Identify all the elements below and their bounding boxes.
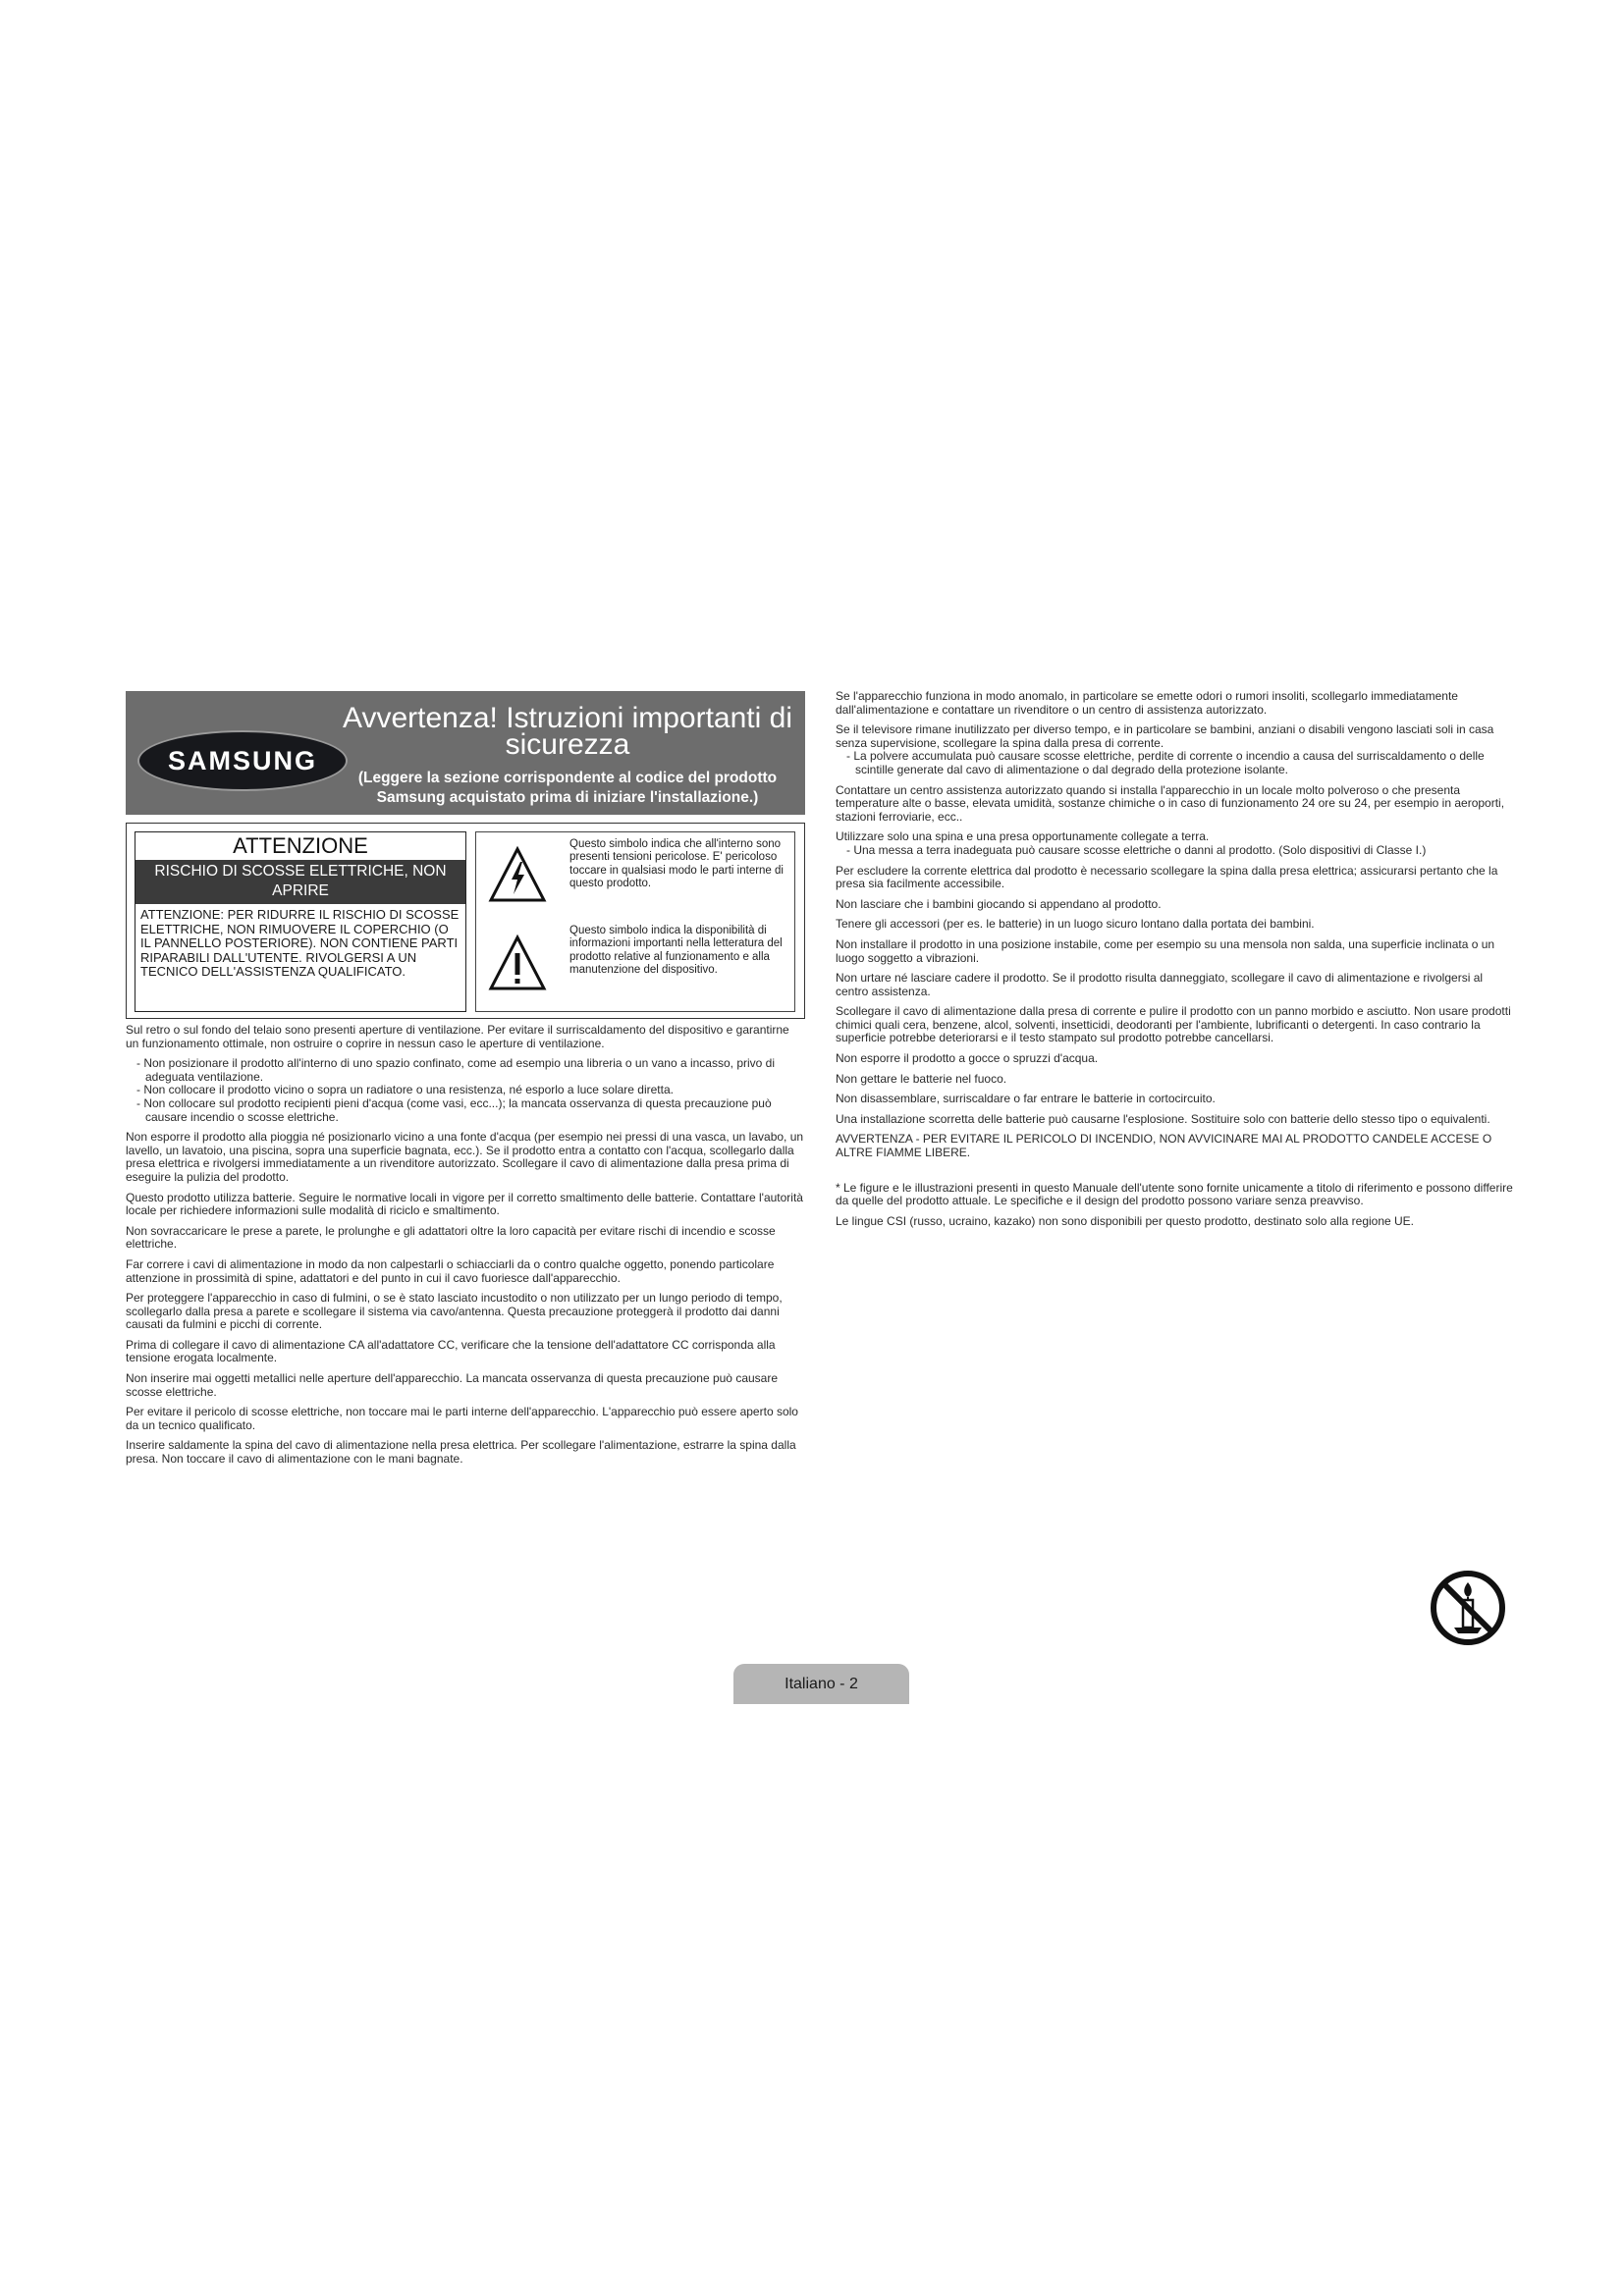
bullet-item: - Non posizionare il prodotto all'interno di uno spazio confinato, come ad esempio una libreria o un vano a incasso, privo di adeguata ventilazione. bbox=[136, 1056, 776, 1084]
paragraph: Scollegare il cavo di alimentazione dalla presa di corrente e pulire il prodotto con un panno morbido e asciutto. Non usare prodotti chimici quali cera, benzene, alcol, solventi, insetticidi, deodoranti per l'ambiente, lubrificanti o detergenti. In caso contrario la superficie potrebbe deteriorarsi e il testo stampato sul prodotto potrebbe cancellarsi. bbox=[836, 1004, 1511, 1045]
paragraph: Far correre i cavi di alimentazione in modo da non calpestarli o schiacciarli da o contro qualche oggetto, ponendo particolare attenzione in prossimità di spine, adattatori e del punto in cui il cavo fuoriesce dall'apparecchio. bbox=[126, 1256, 775, 1285]
bullet-item: - Non collocare sul prodotto recipienti pieni d'acqua (come vasi, ecc...); la mancata osservanza di questa precauzione può causare incendio o scosse elettriche. bbox=[136, 1095, 772, 1124]
paragraph: Tenere gli accessori (per es. le batterie) in un luogo sicuro lontano dalla portata dei bambini. bbox=[836, 917, 1315, 932]
paragraph: Una installazione scorretta delle batterie può causarne l'esplosione. Sostituire solo con batterie dello stesso tipo o equivalenti. bbox=[836, 1111, 1490, 1126]
paragraph: Non esporre il prodotto alla pioggia né posizionarlo vicino a una fonte d'acqua (per esempio nei pressi di una vasca, un lavabo, un lavello, un lavatoio, una piscina, sopra una superficie bagnata, ecc.). Se il prodotto entra a contatto con l'acqua, scollegarlo dalla presa elettrica e rivolgersi immediatamente a un rivenditore autorizzato. Scollegare il cavo di alimentazione dalla presa prima di eseguire la pulizia del prodotto. bbox=[126, 1130, 804, 1184]
paragraph: Non urtare né lasciare cadere il prodotto. Se il prodotto risulta danneggiato, scollegare il cavo di alimentazione e rivolgersi al centro assistenza. bbox=[836, 971, 1484, 998]
paragraph: Contattare un centro assistenza autorizzato quando si installa l'apparecchio in un locale molto polveroso o che presenta temperature alte o basse, elevata umidità, sostanze chimiche o in caso di funzionamento 24 ore su 24, per esempio in aeroporti, stazioni ferroviarie, ecc.. bbox=[836, 782, 1505, 824]
lightning-warning-icon bbox=[488, 846, 547, 905]
shock-risk-bar: RISCHIO DI SCOSSE ELETTRICHE, NON APRIRE bbox=[135, 860, 465, 904]
exclamation-symbol-text: Questo simbolo indica la disponibilità di informazioni importanti nella letteratura del prodotto relative al funzionamento e alla manutenzione del dispositivo. bbox=[569, 925, 783, 977]
paragraph: Non gettare le batterie nel fuoco. bbox=[836, 1071, 1007, 1086]
paragraph: Inserire saldamente la spina del cavo di alimentazione nella presa elettrica. Per scollegare l'alimentazione, estrarre la spina dalla presa. Non toccare il cavo di alimentazione con le mani bagnate. bbox=[126, 1438, 796, 1467]
logo-text: SAMSUNG bbox=[167, 745, 317, 775]
symbols-box bbox=[475, 831, 795, 1012]
paragraph: Per proteggere l'apparecchio in caso di fulmini, o se è stato lasciato incustodito o non utilizzato per un lungo periodo di tempo, scollegarlo dalla presa a parete e scollegare il sistema via cavo/antenna. Questa precauzione proteggerà il prodotto dai danni causati da fulmini e picchi di corrente. bbox=[126, 1291, 783, 1332]
bullet-item: - Una messa a terra inadeguata può causare scosse elettriche o danni al prodotto. (Solo dispositivi di Classe I.) bbox=[846, 842, 1427, 857]
attention-section bbox=[126, 823, 805, 1019]
paragraph: Utilizzare solo una spina e una presa opportunamente collegate a terra. bbox=[836, 829, 1210, 844]
right-column-text bbox=[836, 690, 1518, 1235]
paragraph: Sul retro o sul fondo del telaio sono presenti aperture di ventilazione. Per evitare il surriscaldamento del dispositivo e garantirne un funzionamento ottimale, non ostruire o coprire in nessun caso le aperture di ventilazione. bbox=[126, 1023, 789, 1050]
attention-body: ATTENZIONE: PER RIDURRE IL RISCHIO DI SCOSSE ELETTRICHE, NON RIMUOVERE IL COPERCHIO (O IL PANNELLO POSTERIORE). NON CONTIENE PARTI RIPARABILI DALL'UTENTE. RIVOLGERSI A UN TECNICO DELL'ASSISTENZA QUALIFICATO. bbox=[140, 907, 460, 980]
paragraph: Le lingue CSI (russo, ucraino, kazako) non sono disponibili per questo prodotto, destinato solo alla regione UE. bbox=[836, 1213, 1415, 1228]
paragraph: AVVERTENZA - PER EVITARE IL PERICOLO DI INCENDIO, NON AVVICINARE MAI AL PRODOTTO CANDELE ACCESE O ALTRE FIAMME LIBERE. bbox=[836, 1132, 1492, 1160]
attention-title: ATTENZIONE bbox=[233, 833, 368, 858]
page-subtitle: (Leggere la sezione corrispondente al codice del prodotto Samsung acquistato prima di iniziare l'installazione.) bbox=[357, 770, 778, 806]
page-number-tab: Italiano - 2 bbox=[733, 1664, 909, 1704]
page-title: Avvertenza! Istruzioni importanti di sicurezza bbox=[343, 702, 792, 761]
paragraph: Questo prodotto utilizza batterie. Seguire le normative locali in vigore per il corretto smaltimento delle batterie. Contattare l'autorità locale per richiedere informazioni sulle modalità di riciclo e smaltimento. bbox=[126, 1190, 803, 1218]
footnote: * Le figure e le illustrazioni presenti in questo Manuale dell'utente sono fornite unicamente a titolo di riferimento e possono differire da quelle del prodotto attuale. Le specifiche e il design del prodotto possono variare senza preavviso. bbox=[836, 1180, 1513, 1208]
lightning-symbol-text: Questo simbolo indica che all'interno sono presenti tensioni pericolose. E' pericoloso toccare in qualsiasi modo le parti interne di questo prodotto. bbox=[569, 838, 784, 890]
attention-box bbox=[135, 831, 466, 1012]
paragraph: Non installare il prodotto in una posizione instabile, come per esempio su una mensola non salda, una superficie inclinata o un luogo soggetto a vibrazioni. bbox=[836, 936, 1495, 965]
paragraph: Non esporre il prodotto a gocce o spruzzi d'acqua. bbox=[836, 1051, 1099, 1066]
bullet-item: - Non collocare il prodotto vicino o sopra un radiatore o una resistenza, né esporlo a luce solare diretta. bbox=[136, 1083, 674, 1097]
samsung-logo bbox=[137, 730, 348, 791]
paragraph: Non inserire mai oggetti metallici nelle aperture dell'apparecchio. La mancata osservanza di questa precauzione può causare scosse elettriche. bbox=[126, 1371, 779, 1399]
paragraph: Non lasciare che i bambini giocando si appendano al prodotto. bbox=[836, 896, 1162, 911]
exclamation-warning-icon bbox=[488, 934, 547, 993]
no-candle-icon bbox=[1429, 1569, 1507, 1647]
safety-header-banner bbox=[126, 691, 805, 815]
left-column-text bbox=[126, 1024, 805, 1473]
paragraph: Non sovraccaricare le prese a parete, le prolunghe e gli adattatori oltre la loro capacità per evitare rischi di incendio e scosse elettriche. bbox=[126, 1223, 776, 1252]
paragraph: Se il televisore rimane inutilizzato per diverso tempo, e in particolare se bambini, anziani o disabili vengono lasciati soli in casa senza supervisione, scollegare la spina dalla presa di corrente. bbox=[836, 722, 1494, 750]
paragraph: Per evitare il pericolo di scosse elettriche, non toccare mai le parti interne dell'apparecchio. L'apparecchio può essere aperto solo da un tecnico qualificato. bbox=[126, 1405, 798, 1432]
paragraph: Non disassemblare, surriscaldare o far entrare le batterie in cortocircuito. bbox=[836, 1092, 1216, 1106]
paragraph: Prima di collegare il cavo di alimentazione CA all'adattatore CC, verificare che la tensione dell'adattatore CC corrisponda alla tensione erogata localmente. bbox=[126, 1337, 776, 1365]
bullet-item: - La polvere accumulata può causare scosse elettriche, perdite di corrente o incendio a causa del surriscaldamento o delle scintille generate dal cavo di alimentazione o dal degrado della protezione isolante. bbox=[846, 749, 1485, 776]
paragraph: Se l'apparecchio funziona in modo anomalo, in particolare se emette odori o rumori insoliti, scollegarlo immediatamente dall'alimentazione e contattare un rivenditore o un centro di assistenza autorizzato. bbox=[836, 689, 1458, 717]
paragraph: Per escludere la corrente elettrica dal prodotto è necessario scollegare la spina dalla presa elettrica; assicurarsi pertanto che la presa sia facilmente accessibile. bbox=[836, 863, 1498, 891]
